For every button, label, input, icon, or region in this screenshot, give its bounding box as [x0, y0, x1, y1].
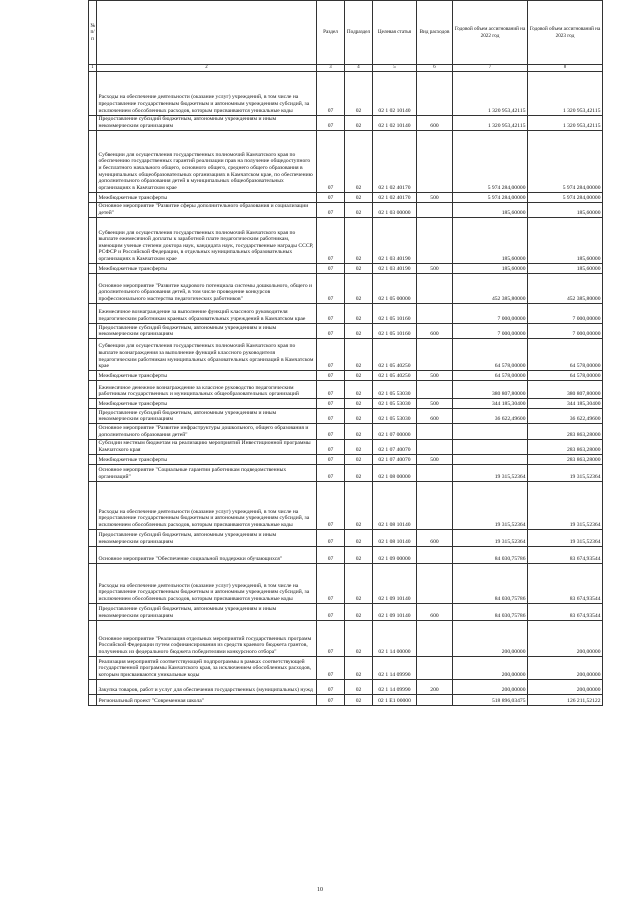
row-podrazdel: 02	[345, 339, 373, 371]
row-razdel: 07	[317, 324, 345, 339]
row-num	[89, 481, 97, 529]
row-razdel: 07	[317, 381, 345, 399]
row-num	[89, 324, 97, 339]
row-podrazdel: 02	[345, 546, 373, 563]
row-2022: 5 974 284,00000	[453, 130, 528, 192]
row-razdel: 07	[317, 264, 345, 274]
row-razdel: 07	[317, 409, 345, 424]
row-podrazdel: 02	[345, 679, 373, 694]
table-row	[89, 424, 603, 439]
row-podrazdel: 02	[345, 439, 373, 454]
document-page	[88, 0, 600, 706]
row-csr: 02 1 08 10140	[373, 529, 417, 546]
row-vr	[417, 481, 453, 529]
colnum: 2	[97, 65, 317, 72]
row-vr	[417, 381, 453, 399]
row-vr	[417, 439, 453, 454]
row-2022: 84 030,75786	[453, 563, 528, 603]
row-2023: 19 315,52364	[528, 481, 603, 529]
colnum: 1	[89, 65, 97, 72]
table-row	[89, 71, 603, 115]
row-2023: 5 974 284,00000	[528, 192, 603, 202]
header-row	[89, 1, 603, 65]
row-2023: 7 000,00000	[528, 304, 603, 324]
row-csr: 02 1 03 00000	[373, 202, 417, 217]
row-csr: 02 1 05 10160	[373, 304, 417, 324]
row-2023: 185,60000	[528, 264, 603, 274]
row-name: Основное мероприятие "Социальные гарантии работникам подведомственных организаций"	[97, 464, 317, 481]
row-vr: 500	[417, 192, 453, 202]
row-2022: 344 185,30400	[453, 399, 528, 409]
row-2022: 64 578,00000	[453, 371, 528, 381]
colnum: 4	[345, 65, 373, 72]
row-podrazdel: 02	[345, 264, 373, 274]
row-num	[89, 71, 97, 115]
row-name: Основное мероприятие "Обеспечение социальной поддержки обучающихся"	[97, 546, 317, 563]
budget-table	[88, 0, 603, 706]
table-row	[89, 371, 603, 381]
row-vr: 600	[417, 603, 453, 620]
row-vr	[417, 694, 453, 705]
table-row	[89, 409, 603, 424]
row-csr: 02 1 14 00000	[373, 620, 417, 656]
row-num	[89, 424, 97, 439]
row-csr: 02 1 08 00000	[373, 464, 417, 481]
row-2023: 283 863,28000	[528, 424, 603, 439]
row-num	[89, 620, 97, 656]
row-name: Субвенции для осуществления государственных полномочий Камчатского края по выплате вознаграждения за выполнение функций классного руководителя педагогическим работникам муниципальных образовательных организаций в Камчатском крае	[97, 339, 317, 371]
row-2023: 283 863,28000	[528, 454, 603, 464]
row-num	[89, 603, 97, 620]
row-csr: 02 1 02 40170	[373, 192, 417, 202]
table-row	[89, 339, 603, 371]
table-row	[89, 546, 603, 563]
row-num	[89, 130, 97, 192]
row-name: Межбюджетные трансферты	[97, 454, 317, 464]
row-2022: 36 622,49600	[453, 409, 528, 424]
colnum: 7	[453, 65, 528, 72]
row-2022: 185,60000	[453, 264, 528, 274]
row-podrazdel: 02	[345, 202, 373, 217]
row-vr	[417, 218, 453, 264]
row-2022: 452 385,80000	[453, 274, 528, 304]
table-row	[89, 439, 603, 454]
table-row	[89, 656, 603, 679]
row-2023: 19 315,52364	[528, 529, 603, 546]
row-vr	[417, 424, 453, 439]
table-row	[89, 115, 603, 130]
row-vr: 600	[417, 324, 453, 339]
row-vr: 600	[417, 529, 453, 546]
row-podrazdel: 02	[345, 304, 373, 324]
row-razdel: 07	[317, 694, 345, 705]
row-2023: 126 211,52122	[528, 694, 603, 705]
row-num	[89, 399, 97, 409]
row-podrazdel: 02	[345, 399, 373, 409]
table-row	[89, 620, 603, 656]
row-2022: 185,60000	[453, 218, 528, 264]
row-csr: 02 1 05 40250	[373, 339, 417, 371]
table-row	[89, 529, 603, 546]
column-number-row	[89, 65, 603, 72]
row-csr: 02 1 05 53030	[373, 399, 417, 409]
row-csr: 02 1 05 00000	[373, 274, 417, 304]
row-name: Реализация мероприятий соответствующей подпрограммы в рамках соответствующей государственной программы Камчатского края, за исключением обособленных расходов, которым присваиваются уникальные коды	[97, 656, 317, 679]
row-podrazdel: 02	[345, 130, 373, 192]
table-row	[89, 274, 603, 304]
row-vr	[417, 71, 453, 115]
row-razdel: 07	[317, 218, 345, 264]
row-name: Основное мероприятие "Развитие кадрового потенциала системы дошкольного, общего и дополнительного образования детей, в том числе проведение конкурсов профессионального мастерства педагогических работников"	[97, 274, 317, 304]
row-vr: 600	[417, 115, 453, 130]
row-podrazdel: 02	[345, 481, 373, 529]
row-2023: 283 863,28000	[528, 439, 603, 454]
row-razdel: 07	[317, 603, 345, 620]
row-name: Предоставление субсидий бюджетным, автономным учреждениям и иным некоммерческим организациям	[97, 603, 317, 620]
table-row	[89, 324, 603, 339]
row-num	[89, 274, 97, 304]
row-name: Расходы на обеспечение деятельности (оказание услуг) учреждений, в том числе на предоставление государственным бюджетным и автономным учреждениям субсидий, за исключением обособленных расходов, которым присваиваются уникальные коды	[97, 71, 317, 115]
row-name: Предоставление субсидий бюджетным, автономным учреждениям и иным некоммерческим организациям	[97, 529, 317, 546]
row-razdel: 07	[317, 454, 345, 464]
row-2022: 19 315,52364	[453, 464, 528, 481]
row-2022: 84 030,75786	[453, 546, 528, 563]
row-2023: 185,60000	[528, 202, 603, 217]
row-vr: 500	[417, 264, 453, 274]
row-name: Субвенции для осуществления государственных полномочий Камчатского края по выплате ежемесячной доплаты к заработной плате педагогическим работникам, имеющим ученые степени доктора наук, кандидата наук, государственные награды СССР, РСФСР и Российской Федерации, в отдельных муниципальных образовательных организациях в Камчатском крае	[97, 218, 317, 264]
row-vr: 500	[417, 454, 453, 464]
row-2023: 36 622,49600	[528, 409, 603, 424]
row-csr: 02 1 E1 00000	[373, 694, 417, 705]
row-2022: 518 896,03475	[453, 694, 528, 705]
row-2023: 452 385,80000	[528, 274, 603, 304]
row-podrazdel: 02	[345, 274, 373, 304]
row-vr	[417, 339, 453, 371]
colnum: 3	[317, 65, 345, 72]
page-number: 10	[317, 887, 323, 893]
row-2023: 64 578,00000	[528, 371, 603, 381]
row-csr: 02 1 05 53030	[373, 381, 417, 399]
row-2022	[453, 424, 528, 439]
row-num	[89, 304, 97, 324]
header-num: № п/п	[89, 1, 97, 65]
row-name: Расходы на обеспечение деятельности (оказание услуг) учреждений, в том числе на предоставление государственным бюджетным и автономным учреждениям субсидий, за исключением обособленных расходов, которым присваиваются уникальные коды	[97, 563, 317, 603]
row-num	[89, 218, 97, 264]
row-name: Межбюджетные трансферты	[97, 399, 317, 409]
row-2023: 5 974 284,00000	[528, 130, 603, 192]
row-csr: 02 1 09 10140	[373, 563, 417, 603]
row-podrazdel: 02	[345, 454, 373, 464]
row-2022: 19 315,52364	[453, 481, 528, 529]
row-csr: 02 1 02 10140	[373, 115, 417, 130]
table-row	[89, 264, 603, 274]
row-csr: 02 1 05 40250	[373, 371, 417, 381]
row-2022: 1 320 953,42115	[453, 71, 528, 115]
row-name: Ежемесячное денежное вознаграждение за классное руководство педагогическим работникам государственных и муниципальных общеобразовательных организаций	[97, 381, 317, 399]
table-row	[89, 679, 603, 694]
row-2023: 185,60000	[528, 218, 603, 264]
row-vr	[417, 274, 453, 304]
row-razdel: 07	[317, 679, 345, 694]
row-razdel: 07	[317, 439, 345, 454]
row-podrazdel: 02	[345, 656, 373, 679]
row-vr	[417, 464, 453, 481]
table-row	[89, 603, 603, 620]
row-podrazdel: 02	[345, 529, 373, 546]
row-vr: 200	[417, 679, 453, 694]
row-2023: 200,00000	[528, 679, 603, 694]
row-2022: 7 000,00000	[453, 304, 528, 324]
row-podrazdel: 02	[345, 464, 373, 481]
row-num	[89, 529, 97, 546]
row-2022: 7 000,00000	[453, 324, 528, 339]
row-csr: 02 1 07 00000	[373, 424, 417, 439]
row-2023: 1 320 953,42115	[528, 71, 603, 115]
row-name: Предоставление субсидий бюджетным, автономным учреждениям и иным некоммерческим организациям	[97, 324, 317, 339]
row-razdel: 07	[317, 130, 345, 192]
row-2023: 200,00000	[528, 656, 603, 679]
row-2023: 19 315,52364	[528, 464, 603, 481]
row-csr: 02 1 07 40070	[373, 439, 417, 454]
row-2023: 64 578,00000	[528, 339, 603, 371]
row-vr	[417, 202, 453, 217]
row-vr	[417, 563, 453, 603]
header-vr: Вид расходов	[417, 1, 453, 65]
row-2023: 7 000,00000	[528, 324, 603, 339]
row-2022: 19 315,52364	[453, 529, 528, 546]
row-razdel: 07	[317, 529, 345, 546]
row-2023: 83 674,93544	[528, 563, 603, 603]
row-name: Закупка товаров, работ и услуг для обеспечения государственных (муниципальных) нужд	[97, 679, 317, 694]
row-csr: 02 1 05 10160	[373, 324, 417, 339]
row-csr: 02 1 09 00000	[373, 546, 417, 563]
table-row	[89, 563, 603, 603]
header-razdel: Раздел	[317, 1, 345, 65]
row-vr	[417, 304, 453, 324]
row-razdel: 07	[317, 115, 345, 130]
row-name: Расходы на обеспечение деятельности (оказание услуг) учреждений, в том числе на предоставление государственным бюджетным и автономным учреждениям субсидий, за исключением обособленных расходов, которым присваиваются уникальные коды	[97, 481, 317, 529]
table-row	[89, 464, 603, 481]
row-name: Предоставление субсидий бюджетным, автономным учреждениям и иным некоммерческим организациям	[97, 409, 317, 424]
row-num	[89, 679, 97, 694]
row-2022: 64 578,00000	[453, 339, 528, 371]
row-2022	[453, 439, 528, 454]
row-name: Ежемесячное вознаграждение за выполнение функций классного руководителя педагогическим работникам краевых образовательных учреждений в Камчатском крае	[97, 304, 317, 324]
row-vr: 500	[417, 399, 453, 409]
row-num	[89, 409, 97, 424]
colnum: 8	[528, 65, 603, 72]
row-razdel: 07	[317, 304, 345, 324]
row-2022: 200,00000	[453, 656, 528, 679]
row-razdel: 07	[317, 371, 345, 381]
row-num	[89, 656, 97, 679]
row-num	[89, 381, 97, 399]
row-name: Основное мероприятие "Реализация отдельных мероприятий государственных программ Российской Федерации путем софинансирования из средств краевого бюджета грантов, полученных из федерального бюджета победителями конкурсного отбора"	[97, 620, 317, 656]
row-2022: 185,60000	[453, 202, 528, 217]
row-csr: 02 1 07 40070	[373, 454, 417, 464]
row-razdel: 07	[317, 481, 345, 529]
row-num	[89, 546, 97, 563]
row-razdel: 07	[317, 274, 345, 304]
row-2023: 380 807,80000	[528, 381, 603, 399]
row-podrazdel: 02	[345, 563, 373, 603]
table-row	[89, 694, 603, 705]
row-podrazdel: 02	[345, 409, 373, 424]
row-num	[89, 115, 97, 130]
row-2022	[453, 454, 528, 464]
header-name	[97, 1, 317, 65]
table-body	[89, 71, 603, 705]
row-vr	[417, 656, 453, 679]
row-2023: 200,00000	[528, 620, 603, 656]
row-podrazdel: 02	[345, 694, 373, 705]
row-name: Субсидии местным бюджетам на реализацию мероприятий Инвестиционной программы Камчатского края	[97, 439, 317, 454]
table-row	[89, 304, 603, 324]
row-name: Основное мероприятие "Развитие сферы дополнительного образования и социализации детей"	[97, 202, 317, 217]
row-csr: 02 1 09 10140	[373, 603, 417, 620]
row-podrazdel: 02	[345, 192, 373, 202]
row-num	[89, 454, 97, 464]
header-2023: Годовой объем ассигнований на 2023 год	[528, 1, 603, 65]
row-num	[89, 339, 97, 371]
colnum: 6	[417, 65, 453, 72]
row-num	[89, 563, 97, 603]
row-csr: 02 1 14 09990	[373, 656, 417, 679]
row-2023: 83 674,93544	[528, 546, 603, 563]
row-razdel: 07	[317, 202, 345, 217]
row-num	[89, 371, 97, 381]
row-2022: 380 807,80000	[453, 381, 528, 399]
row-name: Основное мероприятие "Развитие инфраструктуры дошкольного, общего образования и дополнительного образования детей"	[97, 424, 317, 439]
row-name: Межбюджетные трансферты	[97, 192, 317, 202]
row-num	[89, 464, 97, 481]
row-podrazdel: 02	[345, 381, 373, 399]
row-2023: 1 320 953,42115	[528, 115, 603, 130]
row-name: Межбюджетные трансферты	[97, 371, 317, 381]
row-podrazdel: 02	[345, 115, 373, 130]
row-2022: 5 974 284,00000	[453, 192, 528, 202]
row-csr: 02 1 02 40170	[373, 130, 417, 192]
row-num	[89, 439, 97, 454]
row-2023: 344 185,30400	[528, 399, 603, 409]
row-vr	[417, 130, 453, 192]
header-podrazdel: Подраздел	[345, 1, 373, 65]
row-razdel: 07	[317, 546, 345, 563]
row-razdel: 07	[317, 424, 345, 439]
table-row	[89, 130, 603, 192]
table-row	[89, 218, 603, 264]
row-podrazdel: 02	[345, 324, 373, 339]
table-row	[89, 381, 603, 399]
row-csr: 02 1 03 40190	[373, 264, 417, 274]
row-name: Субвенции для осуществления государственных полномочий Камчатского края по обеспечению государственных гарантий реализации прав на получение общедоступного и бесплатного начального общего, основного общего, среднего общего образования в муниципальных общеобразовательных организациях в Камчатском крае, по обеспечению дополнительного образования детей в муниципальных общеобразовательных организациях в Камчатском крае	[97, 130, 317, 192]
row-razdel: 07	[317, 399, 345, 409]
header-2022: Годовой объем ассигнований на 2022 год	[453, 1, 528, 65]
row-razdel: 07	[317, 339, 345, 371]
row-vr	[417, 546, 453, 563]
row-podrazdel: 02	[345, 620, 373, 656]
table-row	[89, 454, 603, 464]
row-razdel: 07	[317, 464, 345, 481]
row-2022: 200,00000	[453, 679, 528, 694]
row-num	[89, 202, 97, 217]
row-razdel: 07	[317, 563, 345, 603]
row-csr: 02 1 14 09990	[373, 679, 417, 694]
row-num	[89, 192, 97, 202]
header-csr: Целевая статья	[373, 1, 417, 65]
row-podrazdel: 02	[345, 218, 373, 264]
row-name: Межбюджетные трансферты	[97, 264, 317, 274]
row-name: Региональный проект "Современная школа"	[97, 694, 317, 705]
row-podrazdel: 02	[345, 424, 373, 439]
table-row	[89, 481, 603, 529]
row-razdel: 07	[317, 71, 345, 115]
colnum: 5	[373, 65, 417, 72]
table-row	[89, 399, 603, 409]
row-razdel: 07	[317, 620, 345, 656]
row-name: Предоставление субсидий бюджетным, автономным учреждениям и иным некоммерческим организациям	[97, 115, 317, 130]
row-num	[89, 694, 97, 705]
row-2022: 200,00000	[453, 620, 528, 656]
row-csr: 02 1 02 10140	[373, 71, 417, 115]
row-num	[89, 264, 97, 274]
row-csr: 02 1 05 53030	[373, 409, 417, 424]
row-csr: 02 1 08 10140	[373, 481, 417, 529]
row-2022: 84 030,75786	[453, 603, 528, 620]
table-row	[89, 202, 603, 217]
row-vr: 600	[417, 409, 453, 424]
row-razdel: 07	[317, 192, 345, 202]
table-row	[89, 192, 603, 202]
row-vr: 500	[417, 371, 453, 381]
row-razdel: 07	[317, 656, 345, 679]
row-podrazdel: 02	[345, 71, 373, 115]
row-vr	[417, 620, 453, 656]
row-podrazdel: 02	[345, 371, 373, 381]
row-podrazdel: 02	[345, 603, 373, 620]
row-csr: 02 1 03 40190	[373, 218, 417, 264]
row-2023: 83 674,93544	[528, 603, 603, 620]
row-2022: 1 320 953,42115	[453, 115, 528, 130]
